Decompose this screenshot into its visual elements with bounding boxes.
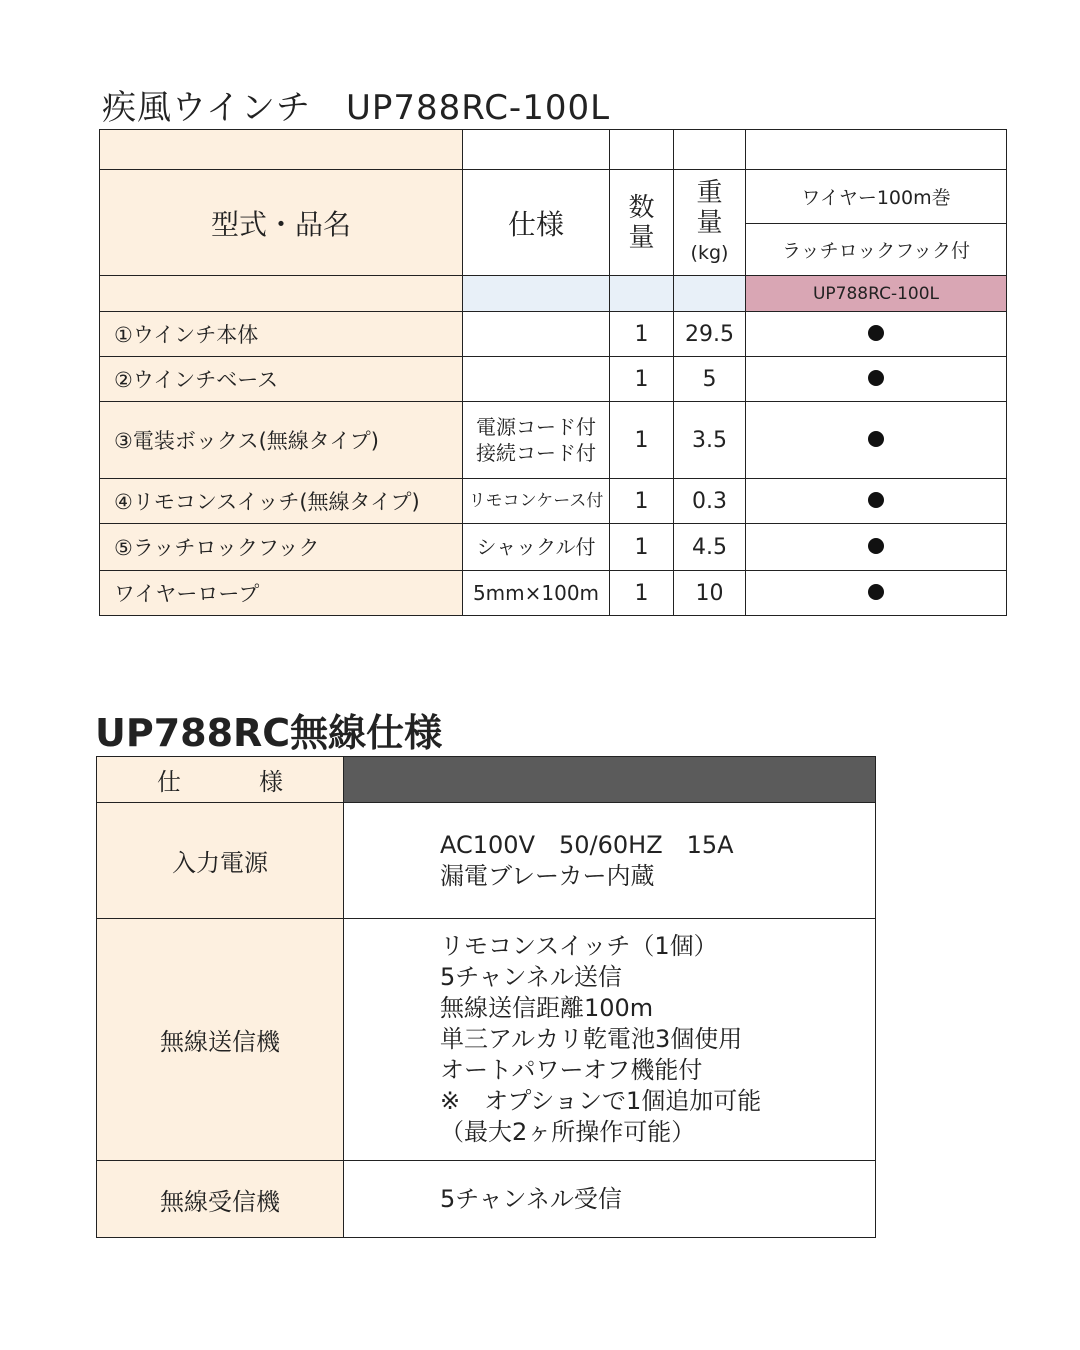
part-weight: 10 [674, 571, 746, 616]
part-weight: 3.5 [674, 402, 746, 479]
spec-row [97, 803, 876, 919]
table-row [100, 276, 1007, 312]
included-cell [746, 312, 1007, 357]
blank-cell [610, 130, 674, 170]
spec-line: AC100V 50/60HZ 15A [440, 830, 734, 859]
part-qty: 1 [610, 357, 674, 402]
table-row [100, 402, 1007, 479]
parts-table [99, 129, 1007, 616]
spec-line: オートパワーオフ機能付 [440, 1056, 703, 1084]
header-weight [674, 170, 746, 276]
header-weight-unit: (kg) [690, 241, 729, 264]
part-qty: 1 [610, 571, 674, 616]
header-spec-char2: 様 [259, 768, 283, 796]
part-weight: 4.5 [674, 524, 746, 571]
header-spec [97, 757, 344, 803]
part-qty: 1 [610, 524, 674, 571]
table-row [100, 130, 1007, 170]
spec-line: 無線送信距離100m [440, 994, 654, 1022]
header-row [97, 757, 876, 803]
part-spec-line1: 電源コード付 [476, 415, 596, 439]
part-spec: リモコンケース付 [463, 479, 610, 524]
blank-cell [674, 276, 746, 312]
part-qty: 1 [610, 402, 674, 479]
included-dot-icon [868, 431, 884, 447]
part-name: ④リモコンスイッチ(無線タイプ) [100, 479, 463, 524]
header-qty-char2: 量 [628, 222, 655, 253]
included-cell [746, 479, 1007, 524]
included-dot-icon [868, 325, 884, 341]
included-dot-icon [868, 370, 884, 386]
part-name: ③電装ボックス(無線タイプ) [100, 402, 463, 479]
part-name: ②ウインチベース [100, 357, 463, 402]
included-cell [746, 571, 1007, 616]
spec-row [97, 1161, 876, 1238]
header-weight-char1: 重 [696, 177, 723, 208]
part-spec: シャックル付 [463, 524, 610, 571]
table-row [100, 312, 1007, 357]
table-row [100, 571, 1007, 616]
header-spec: 仕様 [463, 170, 610, 276]
part-spec [463, 402, 610, 479]
variant-model: UP788RC-100L [746, 276, 1007, 312]
spec-label: 入力電源 [97, 803, 344, 919]
header-model: 型式・品名 [100, 170, 463, 276]
included-cell [746, 402, 1007, 479]
variant-line2: ラッチロックフック付 [746, 224, 1007, 276]
spec-label: 無線受信機 [97, 1161, 344, 1238]
wireless-spec-title: UP788RC無線仕様 [95, 711, 443, 755]
spec-value [344, 1161, 876, 1238]
part-qty: 1 [610, 312, 674, 357]
part-spec: 5mm×100m [463, 571, 610, 616]
table-row [100, 524, 1007, 571]
blank-cell [610, 276, 674, 312]
included-dot-icon [868, 538, 884, 554]
part-name: ワイヤーロープ [100, 571, 463, 616]
table-row [100, 479, 1007, 524]
part-spec-line2: 接続コード付 [476, 441, 596, 465]
part-qty: 1 [610, 479, 674, 524]
header-qty [610, 170, 674, 276]
table-row [100, 357, 1007, 402]
blank-cell [674, 130, 746, 170]
header-spec-char1: 仕 [157, 768, 181, 796]
header-row [100, 170, 1007, 224]
included-cell [746, 357, 1007, 402]
part-name: ⑤ラッチロックフック [100, 524, 463, 571]
spec-row [97, 919, 876, 1161]
included-dot-icon [868, 584, 884, 600]
spec-line: ※ オプションで1個追加可能 [440, 1087, 762, 1115]
spec-line: 漏電ブレーカー内蔵 [440, 861, 655, 890]
wireless-spec-table [96, 756, 876, 1238]
blank-cell [746, 130, 1007, 170]
spec-value [344, 919, 876, 1161]
part-spec [463, 357, 610, 402]
part-weight: 0.3 [674, 479, 746, 524]
spec-line: リモコンスイッチ（1個） [440, 932, 718, 960]
spec-line: 5チャンネル送信 [440, 963, 622, 991]
included-dot-icon [868, 492, 884, 508]
variant-line1: ワイヤー100m巻 [746, 170, 1007, 224]
spec-value [344, 803, 876, 919]
spec-label: 無線送信機 [97, 919, 344, 1161]
part-name: ①ウインチ本体 [100, 312, 463, 357]
part-weight: 5 [674, 357, 746, 402]
header-weight-char2: 量 [696, 207, 723, 238]
blank-cell [100, 276, 463, 312]
spec-line: 5チャンネル受信 [440, 1184, 622, 1213]
spec-line: （最大2ヶ所操作可能） [440, 1118, 696, 1146]
spec-line: 単三アルカリ乾電池3個使用 [440, 1025, 743, 1053]
header-qty-char1: 数 [628, 192, 655, 223]
part-weight: 29.5 [674, 312, 746, 357]
blank-cell [463, 130, 610, 170]
header-value-cell [344, 757, 876, 803]
included-cell [746, 524, 1007, 571]
part-spec [463, 312, 610, 357]
blank-cell [100, 130, 463, 170]
blank-cell [463, 276, 610, 312]
product-title: 疾風ウインチ UP788RC-100L [102, 88, 611, 128]
